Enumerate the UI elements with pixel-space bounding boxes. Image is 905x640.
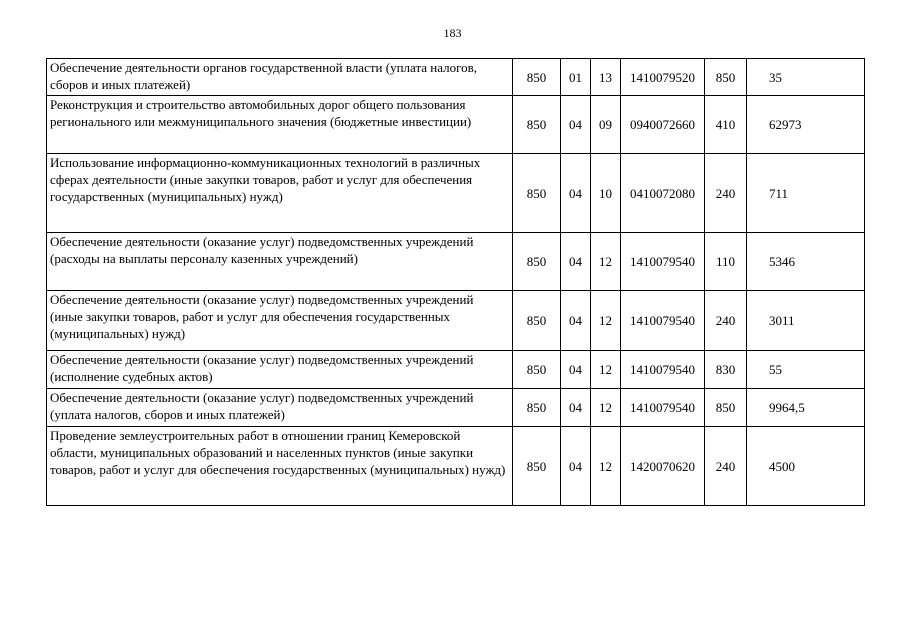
section-code: 04 [561, 96, 591, 154]
section-code: 01 [561, 59, 591, 96]
section-code: 04 [561, 233, 591, 291]
table-row [47, 59, 865, 96]
table-row [47, 351, 865, 389]
row-description: Обеспечение деятельности (оказание услуг) подведомственных учреждений (иные закупки товаров, работ и услуг для обеспечения государственных (муниципальных) нужд) [47, 291, 513, 351]
expense-type-code: 830 [705, 351, 747, 389]
ministry-code: 850 [513, 427, 561, 506]
amount-value: 35 [747, 59, 865, 96]
amount-value: 5346 [747, 233, 865, 291]
section-code: 04 [561, 389, 591, 427]
expense-type-code: 240 [705, 291, 747, 351]
section-code: 04 [561, 351, 591, 389]
expense-type-code: 850 [705, 389, 747, 427]
target-article-code: 0940072660 [621, 96, 705, 154]
ministry-code: 850 [513, 96, 561, 154]
table-row [47, 291, 865, 351]
amount-value: 55 [747, 351, 865, 389]
row-description: Обеспечение деятельности (оказание услуг) подведомственных учреждений (уплата налогов, сборов и иных платежей) [47, 389, 513, 427]
section-code: 04 [561, 427, 591, 506]
expense-type-code: 240 [705, 427, 747, 506]
ministry-code: 850 [513, 233, 561, 291]
expense-type-code: 850 [705, 59, 747, 96]
amount-value: 9964,5 [747, 389, 865, 427]
row-description: Обеспечение деятельности (оказание услуг) подведомственных учреждений (исполнение судебных актов) [47, 351, 513, 389]
ministry-code: 850 [513, 389, 561, 427]
subsection-code: 12 [591, 427, 621, 506]
ministry-code: 850 [513, 59, 561, 96]
section-code: 04 [561, 154, 591, 233]
row-description: Использование информационно-коммуникационных технологий в различных сферах деятельности (иные закупки товаров, работ и услуг для обеспечения государственных (муниципальных) нужд) [47, 154, 513, 233]
subsection-code: 13 [591, 59, 621, 96]
target-article-code: 1410079540 [621, 233, 705, 291]
row-description: Обеспечение деятельности органов государственной власти (уплата налогов, сборов и иных платежей) [47, 59, 513, 96]
table-row [47, 96, 865, 154]
section-code: 04 [561, 291, 591, 351]
row-description: Проведение землеустроительных работ в отношении границ Кемеровской области, муниципальных образований и населенных пунктов (иные закупки товаров, работ и услуг для обеспечения государственных (муниципальных) нужд) [47, 427, 513, 506]
amount-value: 3011 [747, 291, 865, 351]
table-row [47, 427, 865, 506]
page-number: 183 [443, 26, 462, 40]
subsection-code: 12 [591, 233, 621, 291]
expense-type-code: 110 [705, 233, 747, 291]
target-article-code: 1420070620 [621, 427, 705, 506]
table-row [47, 233, 865, 291]
table-row [47, 154, 865, 233]
subsection-code: 12 [591, 389, 621, 427]
target-article-code: 1410079540 [621, 351, 705, 389]
row-description: Обеспечение деятельности (оказание услуг) подведомственных учреждений (расходы на выплаты персоналу казенных учреждений) [47, 233, 513, 291]
target-article-code: 1410079540 [621, 389, 705, 427]
ministry-code: 850 [513, 351, 561, 389]
budget-table [46, 58, 865, 506]
target-article-code: 1410079540 [621, 291, 705, 351]
row-description: Реконструкция и строительство автомобильных дорог общего пользования регионального или межмуниципального значения (бюджетные инвестиции) [47, 96, 513, 154]
expense-type-code: 410 [705, 96, 747, 154]
subsection-code: 10 [591, 154, 621, 233]
target-article-code: 0410072080 [621, 154, 705, 233]
expense-type-code: 240 [705, 154, 747, 233]
target-article-code: 1410079520 [621, 59, 705, 96]
subsection-code: 09 [591, 96, 621, 154]
table-row [47, 389, 865, 427]
amount-value: 711 [747, 154, 865, 233]
ministry-code: 850 [513, 291, 561, 351]
amount-value: 62973 [747, 96, 865, 154]
subsection-code: 12 [591, 291, 621, 351]
subsection-code: 12 [591, 351, 621, 389]
ministry-code: 850 [513, 154, 561, 233]
amount-value: 4500 [747, 427, 865, 506]
